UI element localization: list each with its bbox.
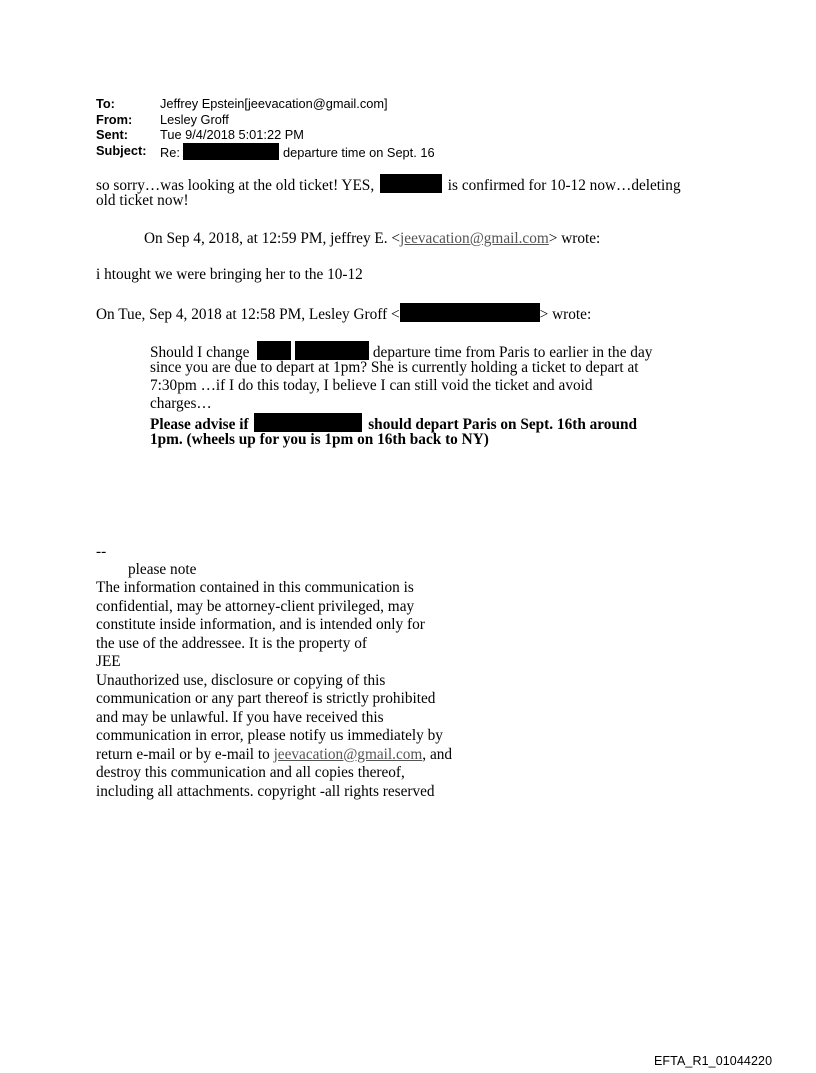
redaction-box — [380, 174, 442, 193]
sent-value: Tue 9/4/2018 5:01:22 PM — [160, 127, 304, 142]
disclaimer-line: constitute inside information, and is intended only for — [96, 616, 425, 633]
disclaimer-line: and may be unlawful. If you have received this — [96, 708, 384, 726]
subject-prefix: Re: — [160, 144, 180, 160]
disclaimer-line: communication or any part thereof is strictly prohibited — [96, 690, 436, 707]
quote2-bold-b: should depart Paris on Sept. 16th around — [368, 416, 637, 433]
reply-line-2: old ticket now! — [96, 192, 189, 209]
disclaimer-line — [96, 746, 452, 765]
disclaimer-line: JEE — [96, 653, 121, 670]
to-value: Jeffrey Epstein[jeevacation@gmail.com] — [160, 96, 388, 111]
signature-note: please note — [128, 561, 197, 578]
quote2-bold-a: Please advise if — [150, 416, 249, 433]
subject-label: Subject: — [96, 142, 147, 158]
quote1-email-link[interactable]: jeevacation@gmail.com — [400, 230, 549, 247]
subject-value — [160, 143, 435, 161]
sent-label: Sent: — [96, 127, 128, 142]
redaction-box — [400, 303, 540, 322]
subject-suffix: departure time on Sept. 16 — [283, 144, 435, 160]
redaction-box — [295, 341, 369, 360]
reply-text-b: is confirmed for 10-12 now…deleting — [447, 177, 681, 194]
quote1-body: i htought we were bringing her to the 10-12 — [96, 266, 363, 283]
quote2-text-b: departure time from Paris to earlier in the day — [372, 344, 653, 361]
reply-text-a: so sorry…was looking at the old ticket! YES, — [96, 177, 375, 194]
quote2-text-a: Should I change — [150, 344, 250, 361]
quote2-intro-b: > wrote: — [539, 306, 592, 323]
disclaimer-email-link[interactable]: jeevacation@gmail.com — [273, 745, 423, 763]
from-value: Lesley Groff — [160, 111, 229, 127]
disclaimer-text-a: return e-mail or by e-mail to — [96, 745, 274, 763]
quote2-bold-line-2: 1pm. (wheels up for you is 1pm on 16th back to NY) — [150, 431, 489, 448]
quote2-line-4: charges… — [150, 395, 212, 412]
quote2-intro — [96, 303, 591, 325]
quote2-intro-a: On Tue, Sep 4, 2018 at 12:58 PM, Lesley Groff < — [96, 306, 400, 323]
redaction-box — [254, 413, 362, 432]
quote1-intro-b: > wrote: — [548, 230, 601, 247]
disclaimer-line: confidential, may be attorney-client privileged, may — [96, 597, 415, 615]
redaction-box — [257, 341, 291, 360]
disclaimer-line: The information contained in this communication is — [96, 579, 414, 596]
quote1-intro-a: On Sep 4, 2018, at 12:59 PM, jeffrey E. < — [144, 230, 401, 247]
from-label: From: — [96, 111, 133, 127]
signature-dashes: -- — [96, 543, 107, 560]
disclaimer-line: the use of the addressee. It is the property of — [96, 634, 368, 652]
quote2-line-2: since you are due to depart at 1pm? She is currently holding a ticket to depart at — [150, 359, 639, 376]
disclaimer-line: including all attachments. copyright -all rights reserved — [96, 782, 435, 800]
quote1-intro — [144, 230, 600, 249]
disclaimer-line: destroy this communication and all copies thereof, — [96, 764, 405, 781]
document-id: EFTA_R1_01044220 — [654, 1054, 773, 1068]
redaction-box — [183, 143, 279, 160]
disclaimer-line: Unauthorized use, disclosure or copying of this — [96, 671, 386, 689]
disclaimer-text-b: , and — [422, 745, 453, 763]
quote2-line-3: 7:30pm …if I do this today, I believe I can still void the ticket and avoid — [150, 377, 593, 394]
to-label: To: — [96, 96, 115, 111]
disclaimer-line: communication in error, please notify us immediately by — [96, 727, 443, 744]
